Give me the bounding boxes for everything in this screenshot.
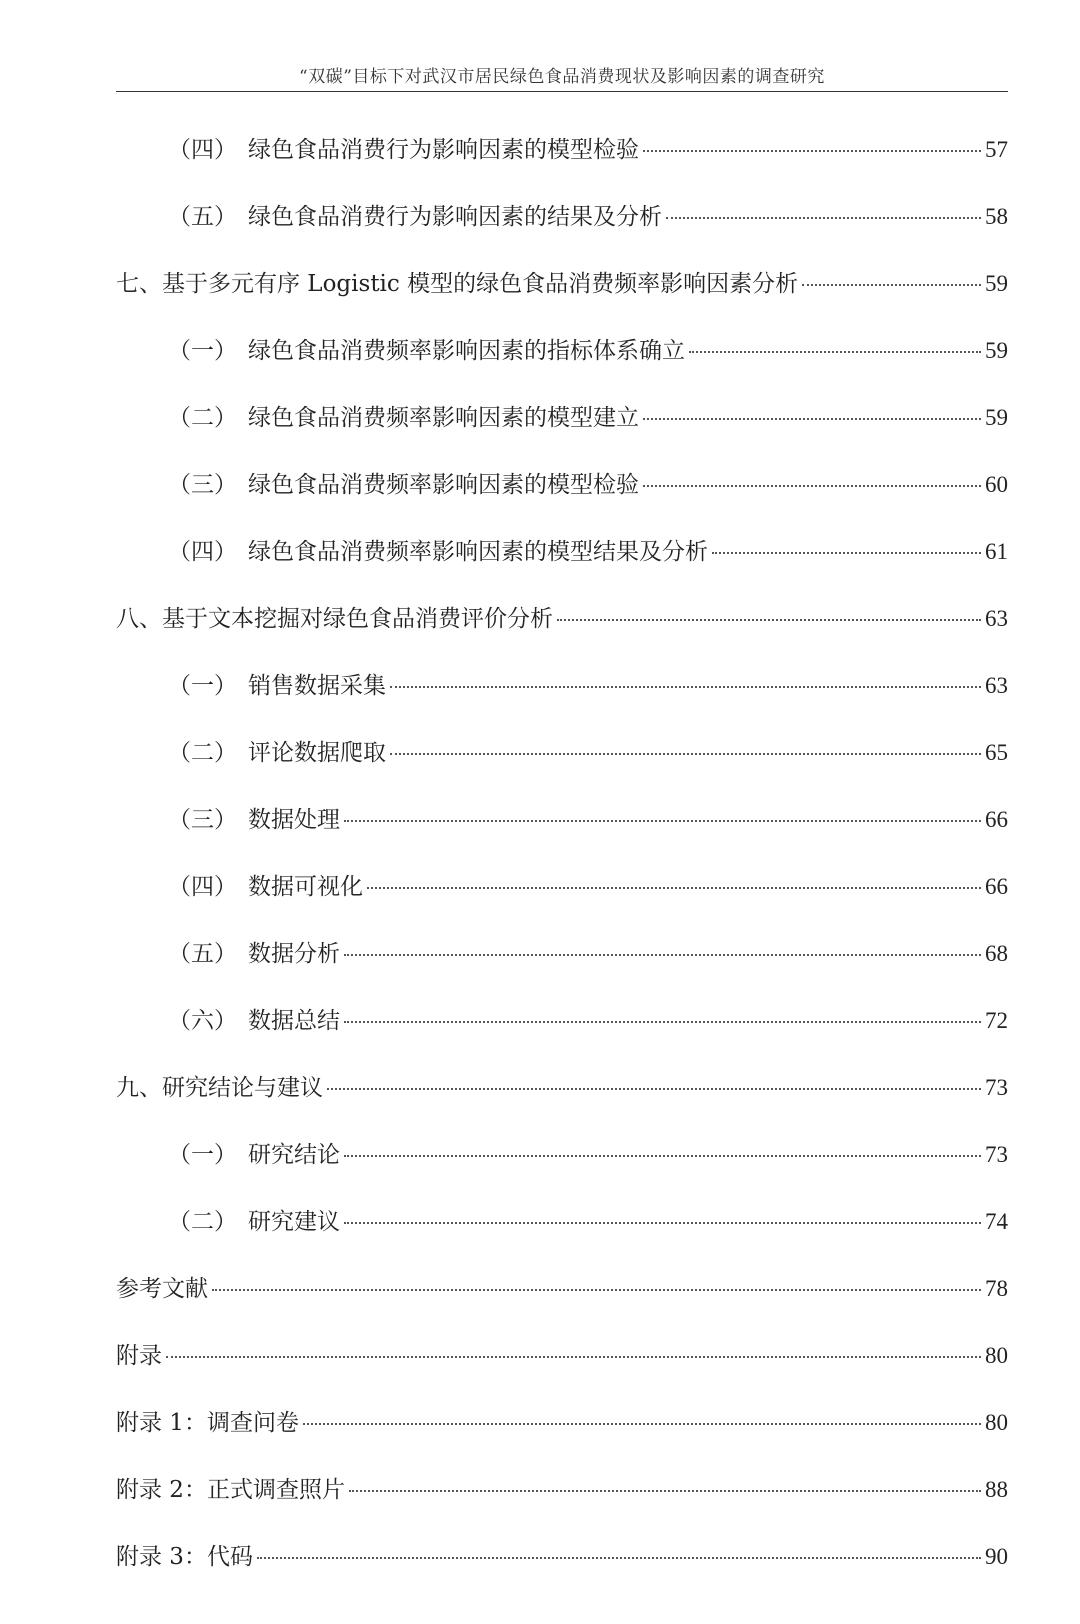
toc-entry-title: 基于多元有序 Logistic 模型的绿色食品消费频率影响因素分析 [162,271,799,297]
toc-entry-title: 销售数据采集 [248,673,386,699]
toc-entry-page-number: 59 [985,405,1008,430]
dot-leader [643,485,981,487]
toc-entry[interactable] [116,195,1008,262]
dot-leader [344,1021,981,1023]
toc-entry-number: 九、 [116,1075,162,1101]
dot-leader [327,1088,981,1090]
toc-entry-number: （一） [168,1142,237,1168]
toc-entry-page-number: 63 [985,673,1008,698]
toc-entry-title: 绿色食品消费行为影响因素的结果及分析 [248,204,662,230]
toc-entry[interactable] [116,999,1008,1066]
toc-entry-page-number: 88 [985,1477,1008,1502]
toc-entry-number: （二） [168,405,237,431]
toc-entry-page-number: 58 [985,204,1008,229]
toc-entry-title: 研究结论 [248,1142,340,1168]
dot-leader [689,351,981,353]
toc-entry[interactable] [116,1066,1008,1133]
dot-leader [367,887,981,889]
dot-leader [666,217,981,219]
toc-entry-title: 绿色食品消费频率影响因素的模型结果及分析 [248,539,708,565]
dot-leader [344,1222,981,1224]
toc-entry[interactable] [116,1334,1008,1401]
toc-entry-title: 数据分析 [248,941,340,967]
dot-leader [212,1289,981,1291]
toc-entry[interactable] [116,664,1008,731]
toc-entry-title: 评论数据爬取 [248,740,386,766]
toc-entry[interactable] [116,1535,1008,1602]
toc-entry-title: 绿色食品消费行为影响因素的模型检验 [248,137,639,163]
toc-entry[interactable] [116,1401,1008,1468]
toc-entry-title: 附录 1：调查问卷 [116,1410,299,1436]
toc-entry-page-number: 73 [985,1142,1008,1167]
toc-entry[interactable] [116,128,1008,195]
dot-leader [712,552,981,554]
toc-entry-page-number: 57 [985,137,1008,162]
toc-entry-page-number: 73 [985,1075,1008,1100]
toc-entry[interactable] [116,1468,1008,1535]
toc-entry-title: 附录 2：正式调查照片 [116,1477,345,1503]
toc-entry[interactable] [116,1200,1008,1267]
toc-entry[interactable] [116,932,1008,999]
toc-entry-title: 绿色食品消费频率影响因素的模型检验 [248,472,639,498]
toc-entry[interactable] [116,463,1008,530]
toc-entry-number: （五） [168,941,237,967]
toc-entry-number: （一） [168,673,237,699]
dot-leader [557,619,981,621]
toc-entry-title: 数据总结 [248,1008,340,1034]
toc-entry-page-number: 90 [985,1544,1008,1569]
toc-entry[interactable] [116,329,1008,396]
toc-entry-title: 数据可视化 [248,874,363,900]
toc-entry-page-number: 72 [985,1008,1008,1033]
running-header: “双碳”目标下对武汉市居民绿色食品消费现状及影响因素的调查研究 [299,67,825,87]
dot-leader [802,284,981,286]
toc-entry-page-number: 59 [985,338,1008,363]
toc-entry-number: （二） [168,740,237,766]
toc-entry-number: （六） [168,1008,237,1034]
toc-entry-number: （一） [168,338,237,364]
dot-leader [390,686,981,688]
toc-entry-page-number: 80 [985,1343,1008,1368]
toc-entry-page-number: 78 [985,1276,1008,1301]
dot-leader [643,150,981,152]
toc-entry-title: 研究结论与建议 [162,1075,323,1101]
dot-leader [390,753,981,755]
dot-leader [344,820,981,822]
dot-leader [643,418,981,420]
dot-leader [303,1423,981,1425]
toc-entry-page-number: 61 [985,539,1008,564]
dot-leader [166,1356,981,1358]
dot-leader [349,1490,981,1492]
toc-entry-number: （三） [168,472,237,498]
toc-entry-number: （四） [168,874,237,900]
toc-entry-number: （四） [168,539,237,565]
toc-entry[interactable] [116,1267,1008,1334]
toc-entry-page-number: 80 [985,1410,1008,1435]
toc-entry-page-number: 66 [985,807,1008,832]
dot-leader [344,1155,981,1157]
toc-entry-page-number: 59 [985,271,1008,296]
toc-entry-page-number: 66 [985,874,1008,899]
toc-entry-title: 基于文本挖掘对绿色食品消费评价分析 [162,606,553,632]
toc-entry[interactable] [116,262,1008,329]
toc-entry[interactable] [116,798,1008,865]
toc-entry-page-number: 65 [985,740,1008,765]
toc-entry-number: （五） [168,204,237,230]
header-rule [116,91,1008,92]
toc-entry[interactable] [116,1133,1008,1200]
toc-entry-number: 七、 [116,271,162,297]
toc-entry-title: 附录 [116,1343,162,1369]
toc-entry-title: 数据处理 [248,807,340,833]
toc-entry-number: 八、 [116,606,162,632]
toc-entry-page-number: 63 [985,606,1008,631]
toc-entry-page-number: 60 [985,472,1008,497]
table-of-contents [116,128,1008,1602]
toc-entry[interactable] [116,865,1008,932]
dot-leader [257,1557,981,1559]
toc-entry[interactable] [116,731,1008,798]
toc-entry-title: 研究建议 [248,1209,340,1235]
toc-entry-title: 附录 3：代码 [116,1544,253,1570]
toc-entry-title: 绿色食品消费频率影响因素的模型建立 [248,405,639,431]
toc-entry-number: （三） [168,807,237,833]
toc-entry-page-number: 68 [985,941,1008,966]
toc-entry[interactable] [116,597,1008,664]
toc-entry-number: （四） [168,137,237,163]
toc-entry[interactable] [116,530,1008,597]
toc-entry[interactable] [116,396,1008,463]
toc-entry-title: 绿色食品消费频率影响因素的指标体系确立 [248,338,685,364]
toc-entry-number: （二） [168,1209,237,1235]
dot-leader [344,954,981,956]
toc-entry-page-number: 74 [985,1209,1008,1234]
toc-entry-title: 参考文献 [116,1276,208,1302]
